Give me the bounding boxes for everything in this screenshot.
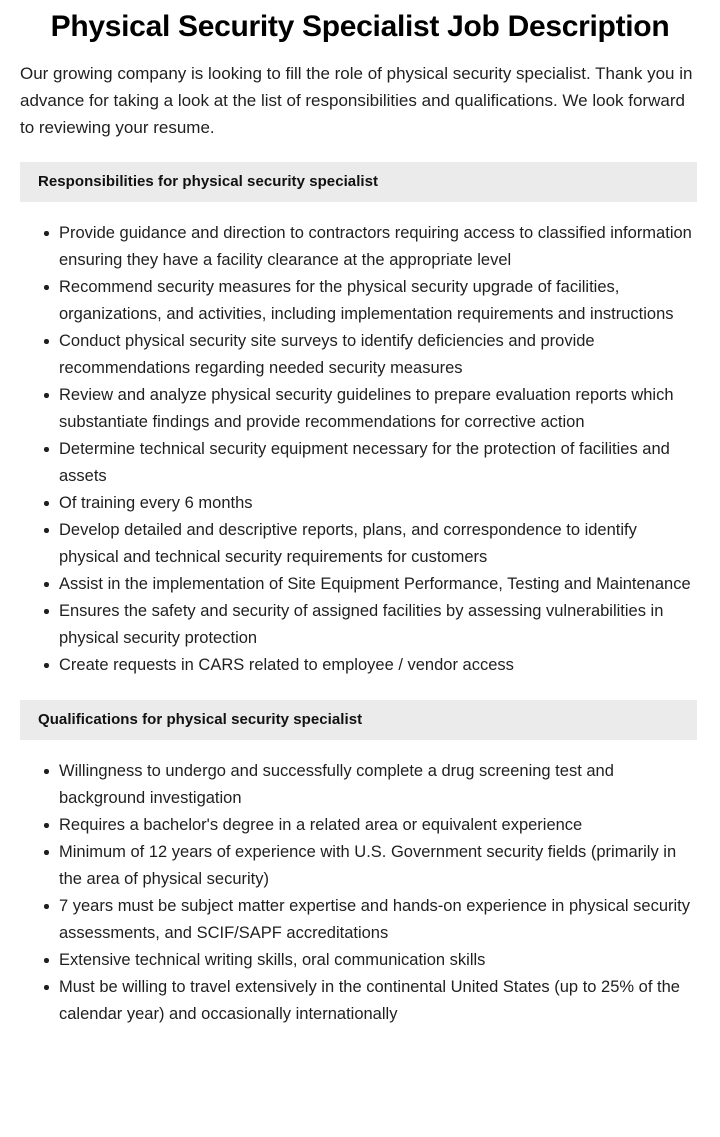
list-item: Determine technical security equipment necessary for the protection of facilities and assets xyxy=(0,436,698,490)
list-item: Assist in the implementation of Site Equipment Performance, Testing and Maintenance xyxy=(0,571,698,598)
list-item: Requires a bachelor's degree in a related area or equivalent experience xyxy=(0,812,698,839)
list-item: Create requests in CARS related to employee / vendor access xyxy=(0,652,698,679)
page-title: Physical Security Specialist Job Description xyxy=(50,10,670,43)
section-header-responsibilities xyxy=(20,162,697,202)
list-item: Willingness to undergo and successfully complete a drug screening test and background investigation xyxy=(0,758,698,812)
section-heading-label: Qualifications for physical security specialist xyxy=(38,711,363,728)
list-item: Minimum of 12 years of experience with U.S. Government security fields (primarily in the area of physical security) xyxy=(0,839,698,893)
list-item: Extensive technical writing skills, oral communication skills xyxy=(0,947,698,974)
list-item: Develop detailed and descriptive reports, plans, and correspondence to identify physical and technical security requirements for customers xyxy=(0,517,698,571)
list-item: Review and analyze physical security guidelines to prepare evaluation reports which substantiate findings and provide recommendations for corrective action xyxy=(0,382,698,436)
list-item: Recommend security measures for the physical security upgrade of facilities, organizations, and activities, including implementation requirements and instructions xyxy=(0,274,698,328)
intro-paragraph: Our growing company is looking to fill the role of physical security specialist. Thank you in advance for taking a look at the list of responsibilities and qualifications. We look forward to reviewing your resume. xyxy=(20,64,693,137)
list-item: 7 years must be subject matter expertise and hands-on experience in physical security assessments, and SCIF/SAPF accreditations xyxy=(0,893,698,947)
qualifications-list xyxy=(0,740,720,1028)
list-item: Conduct physical security site surveys to identify deficiencies and provide recommendations regarding needed security measures xyxy=(0,328,698,382)
responsibilities-list xyxy=(0,202,720,679)
section-heading-label: Responsibilities for physical security specialist xyxy=(38,173,379,190)
list-item: Must be willing to travel extensively in the continental United States (up to 25% of the calendar year) and occasionally internationally xyxy=(0,974,698,1028)
list-item: Of training every 6 months xyxy=(0,490,698,517)
list-item: Ensures the safety and security of assigned facilities by assessing vulnerabilities in physical security protection xyxy=(0,598,698,652)
list-item: Provide guidance and direction to contractors requiring access to classified information ensuring they have a facility clearance at the appropriate level xyxy=(0,220,698,274)
section-header-qualifications xyxy=(20,700,697,740)
